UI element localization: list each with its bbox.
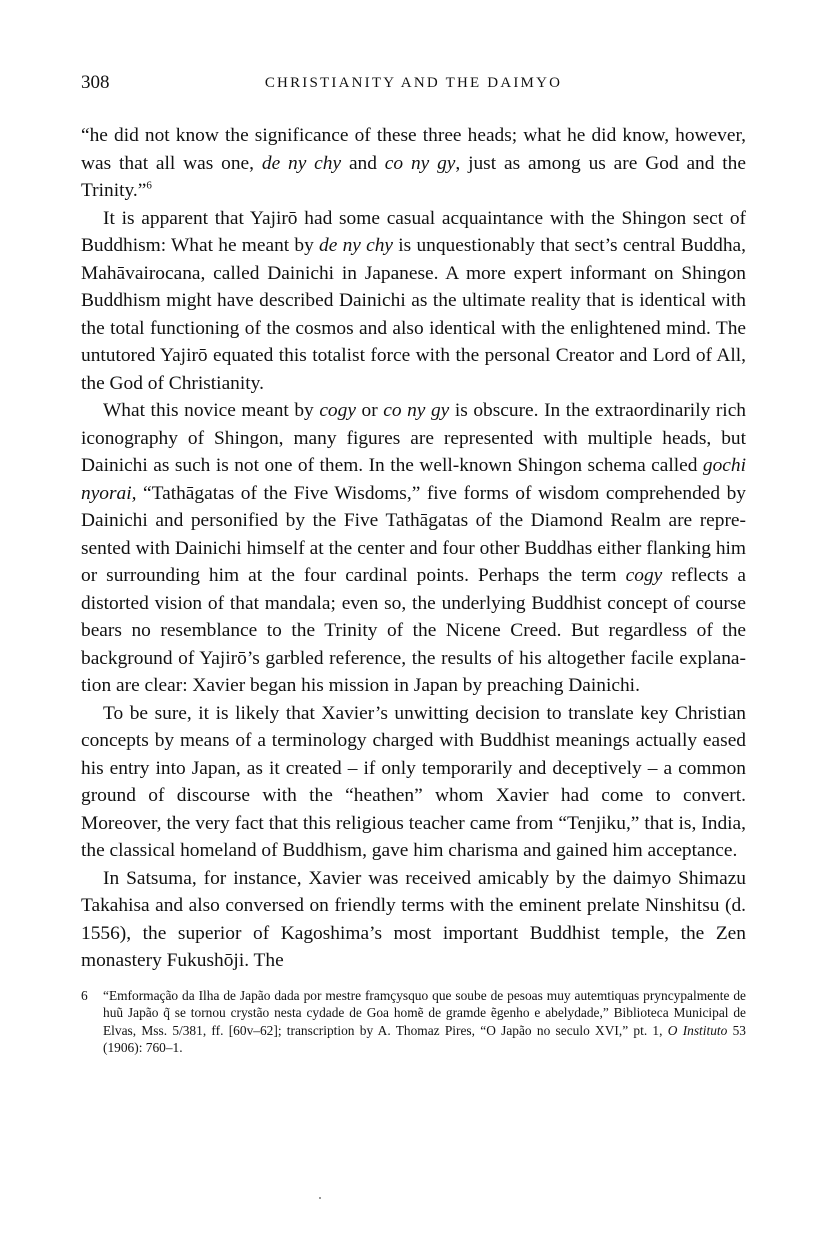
text-run: reflects a distorted vision of that mandala; even so, the underlying Buddhist concept of course bears no resemblance to the Trinity of the Nicene Creed. But regardless of the background of Yajirō’s garbled reference, the results of his altogether facile explanation are clear: Xavier began his mission in Japan by preaching Dainichi. <box>81 565 747 696</box>
body-text <box>81 122 746 975</box>
page-number: 308 <box>81 72 110 93</box>
running-head: CHRISTIANITY AND THE DAIMYO <box>264 75 563 91</box>
footnotes <box>81 987 746 1057</box>
italic-text: gochi nyorai, <box>81 455 746 504</box>
paragraph <box>81 205 746 398</box>
text-run: “he did not know the significance of these three heads; what he did know, however, was that all was one, <box>81 125 746 174</box>
text-run: 53 (1906): 760–1. <box>103 1022 746 1055</box>
text-run: is obscure. In the extraordinarily rich iconography of Shingon, many figures are represented with multiple heads, but Dainichi as such is not one of them. In the well-known Shingon schema called <box>81 400 746 476</box>
paragraph <box>81 397 746 700</box>
text-run: It is apparent that Yajirō had some casual acquaintance with the Shingon sect of Buddhism: What he meant by <box>81 207 746 256</box>
italic-text: cogy <box>319 400 356 421</box>
footnote <box>81 987 746 1057</box>
page-mark <box>319 1197 321 1199</box>
text-run: In Satsuma, for instance, Xavier was received amicably by the daimyo Shimazu Takahisa and also conversed on friendly terms with the eminent prelate Ninshitsu (d. 1556), the superior of Kagoshima’s most important Buddhist temple, the Zen monastery Fukushōji. The <box>81 867 746 971</box>
text-run: , just as among us are God and the Trinity.” <box>81 152 746 201</box>
text-run: or <box>355 400 384 421</box>
page-header <box>81 72 746 102</box>
italic-text: de ny chy <box>319 235 394 256</box>
text-run: is unquestionably that sect’s central Buddha, Mahāvairocana, called Dainichi in Japanese. A more expert informant on Shingon Buddhism might have described Dainichi as the ultimate reality that is identical with the total functioning of the cosmos and also identical with the enlightened mind. The untutored Yajirō equated this totalist force with the personal Creator and Lord of All, the God of Christianity. <box>81 235 746 394</box>
italic-text: de ny chy <box>261 152 342 174</box>
paragraph <box>81 122 746 205</box>
text-run: To be sure, it is likely that Xavier’s unwitting decision to translate key Christian concepts by means of a terminology charged with Buddhist meanings actually eased his entry into Japan, as it created – if only temporarily and deceptively – a common ground of discourse with the “heathen” whom Xavier had come to convert. Moreover, the very fact that this religious teacher came from “Tenjiku,” that is, India, the classical homeland of Buddhism, gave him charisma and gained him acceptance. <box>81 702 746 861</box>
footnote-reference: 6 <box>146 179 152 192</box>
footnote-number: 6 <box>81 987 88 1003</box>
paragraph <box>81 700 746 865</box>
text-run: “Tathāgatas of the Five Wisdoms,” five forms of wisdom comprehended by Dainichi and personified by the Five Tathāgatas of the Diamond Realm are represented with Dainichi himself at the center and four other Buddhas either flanking him or surrounding him at the four cardinal points. Perhaps the term <box>81 482 746 586</box>
italic-text: co ny gy <box>384 152 456 174</box>
text-run: and <box>341 152 385 174</box>
italic-text: O Instituto <box>667 1022 728 1038</box>
book-page <box>81 72 746 1057</box>
paragraph <box>81 865 746 975</box>
italic-text: cogy <box>625 565 663 586</box>
italic-text: co ny gy <box>383 400 450 421</box>
text-run: What this novice meant by <box>103 400 320 421</box>
text-run: “Emformação da Ilha de Japão dada por mestre framçysquo que soube de pesoas muy autemtiquas pryncypalmente de huũ Japão q̃ se tornou crystão nesta cydade de Goa homẽ de gramde ẽgenho e abelydade,” Biblioteca Municipal de Elvas, Mss. 5/381, ff. [60v–62]; transcription by A. Thomaz Pires, “O Japão no seculo XVI,” pt. 1, <box>103 987 746 1038</box>
